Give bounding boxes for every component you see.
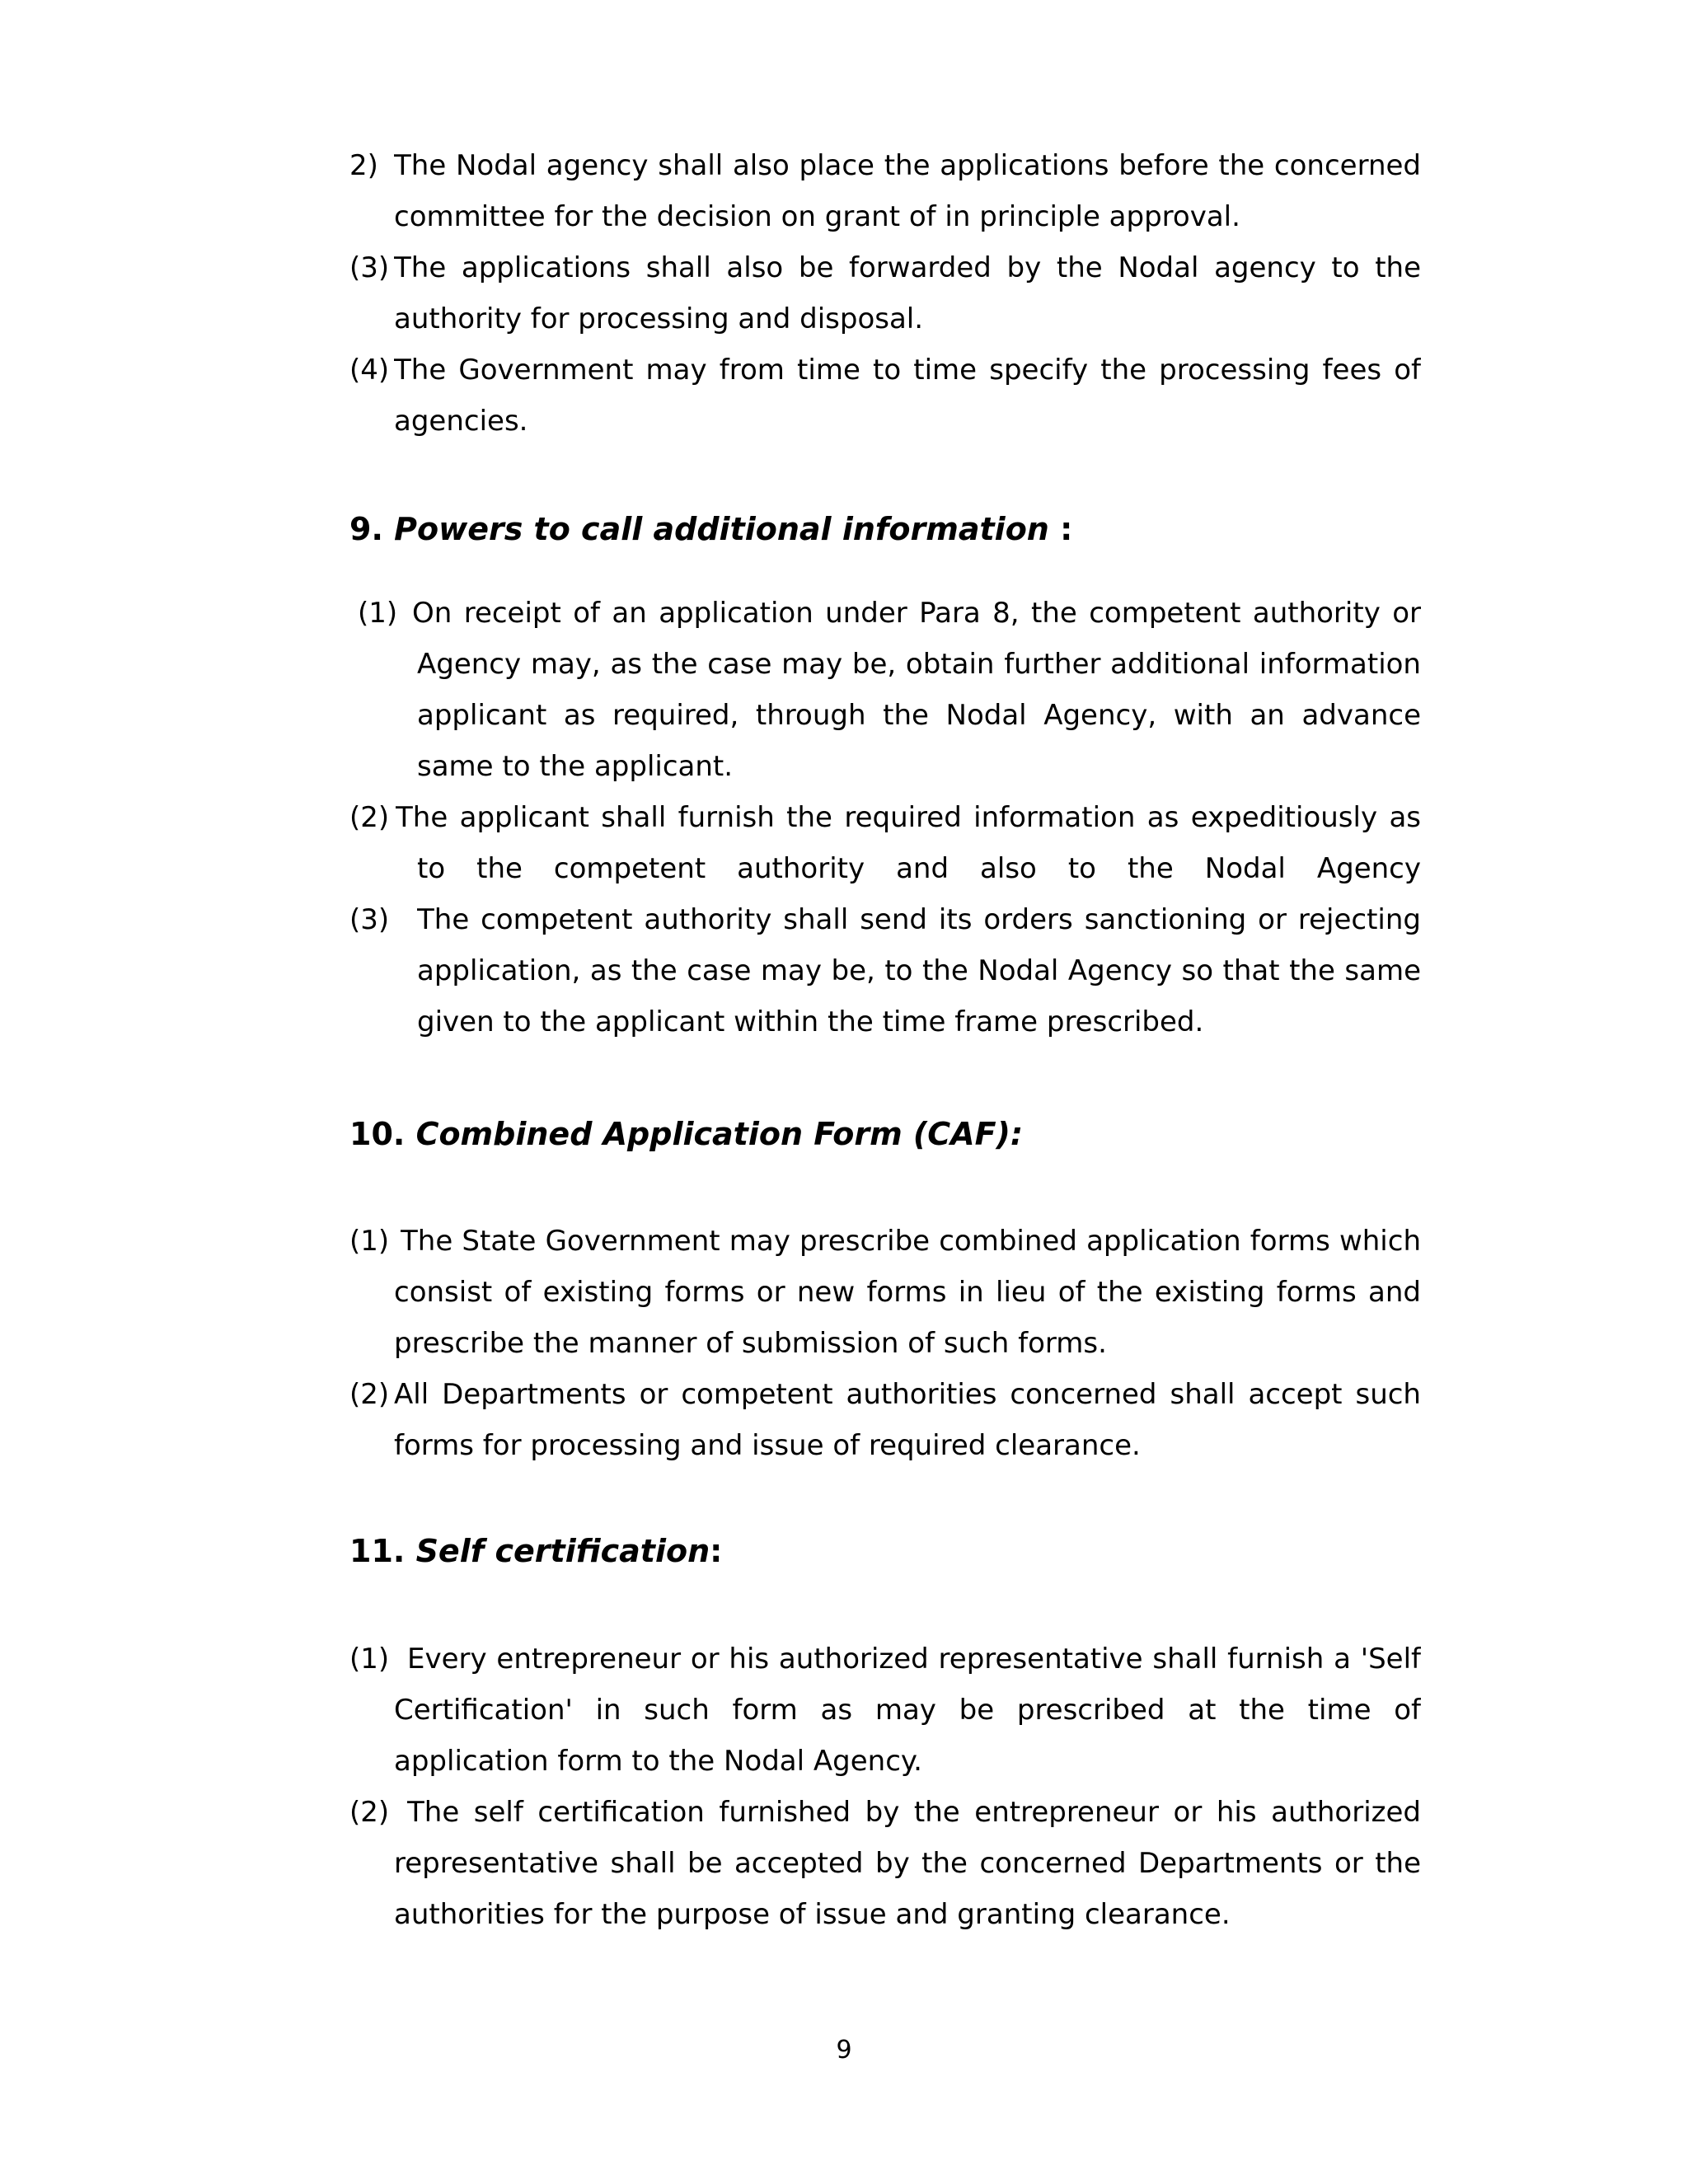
item-number: (1) xyxy=(349,1225,390,1258)
item-text-line: The competent authority shall send its orders sanctioning or rejecting xyxy=(417,903,1421,936)
item-text-line: applicant as required, through the Nodal Agency, with an advance xyxy=(417,699,1421,732)
item-text-line: to the competent authority and also to the Nodal Agency xyxy=(417,852,1421,885)
para-8-2 xyxy=(349,140,1421,242)
item-number: 2) xyxy=(349,149,378,182)
item-text-line: given to the applicant within the time frame prescribed. xyxy=(417,1005,1204,1038)
item-text-line: application, as the case may be, to the Nodal Agency so that the same xyxy=(417,954,1421,987)
para-8-3 xyxy=(349,242,1421,344)
item-text-line: The applications shall also be forwarded by the Nodal agency to the xyxy=(394,251,1421,284)
section-title: Powers to call additional information xyxy=(394,511,1049,547)
para-10-2 xyxy=(349,1369,1421,1471)
item-text-line: committee for the decision on grant of in principle approval. xyxy=(394,200,1240,233)
section-9-heading xyxy=(349,509,1072,550)
item-text-line: consist of existing forms or new forms in lieu of the existing forms and xyxy=(394,1276,1421,1309)
item-number: (4) xyxy=(349,354,390,387)
item-text-line: Every entrepreneur or his authorized representative shall furnish a 'Self xyxy=(407,1643,1421,1675)
item-number: (2) xyxy=(349,1378,390,1411)
item-text-line: forms for processing and issue of required clearance. xyxy=(394,1429,1141,1462)
para-9-3 xyxy=(349,894,1421,1047)
section-title: Self certification xyxy=(415,1533,710,1569)
item-text-line: same to the applicant. xyxy=(417,750,734,783)
para-8-4 xyxy=(349,344,1421,447)
item-text-line: authority for processing and disposal. xyxy=(394,302,924,335)
item-text-line: The Nodal agency shall also place the applications before the concerned xyxy=(394,149,1421,182)
item-text-line: authorities for the purpose of issue and granting clearance. xyxy=(394,1898,1231,1931)
item-text-line: representative shall be accepted by the concerned Departments or the xyxy=(394,1847,1421,1880)
item-text-line: prescribe the manner of submission of such forms. xyxy=(394,1327,1107,1360)
item-text-line: On receipt of an application under Para 8, the competent authority or xyxy=(412,597,1421,630)
para-11-1 xyxy=(349,1633,1421,1787)
item-number: (3) xyxy=(349,251,390,284)
section-title: Combined Application Form (CAF): xyxy=(415,1116,1024,1152)
section-10-heading xyxy=(349,1113,1023,1155)
item-text-line: application form to the Nodal Agency. xyxy=(394,1745,922,1778)
section-number: 11. xyxy=(349,1533,406,1569)
item-text-line: The Government may from time to time specify the processing fees of xyxy=(394,354,1421,387)
item-text-line: The self certification furnished by the entrepreneur or his authorized xyxy=(407,1796,1421,1829)
para-10-1 xyxy=(349,1216,1421,1369)
para-9-2 xyxy=(349,792,1421,894)
section-11-heading xyxy=(349,1530,722,1572)
section-suffix: : xyxy=(710,1533,723,1569)
item-text-line: All Departments or competent authorities concerned shall accept such xyxy=(394,1378,1421,1411)
item-text-line: The State Government may prescribe combined application forms which xyxy=(401,1225,1421,1258)
item-text-line: agencies. xyxy=(394,405,528,438)
item-number: (2) xyxy=(349,801,390,834)
section-suffix: : xyxy=(1048,511,1073,547)
para-11-2 xyxy=(349,1787,1421,1940)
item-text-line: Certification' in such form as may be prescribed at the time of xyxy=(394,1694,1421,1727)
item-number: (3) xyxy=(349,903,390,936)
item-text-line: The applicant shall furnish the required information as expeditiously as xyxy=(396,801,1421,834)
item-number: (2) xyxy=(349,1796,390,1829)
item-text-line: Agency may, as the case may be, obtain further additional information xyxy=(417,648,1421,681)
page-number: 9 xyxy=(836,2036,852,2064)
section-number: 9. xyxy=(349,511,383,547)
item-number: (1) xyxy=(349,1643,390,1675)
para-9-1 xyxy=(349,588,1421,792)
item-number: (1) xyxy=(358,597,398,630)
section-number: 10. xyxy=(349,1116,406,1152)
